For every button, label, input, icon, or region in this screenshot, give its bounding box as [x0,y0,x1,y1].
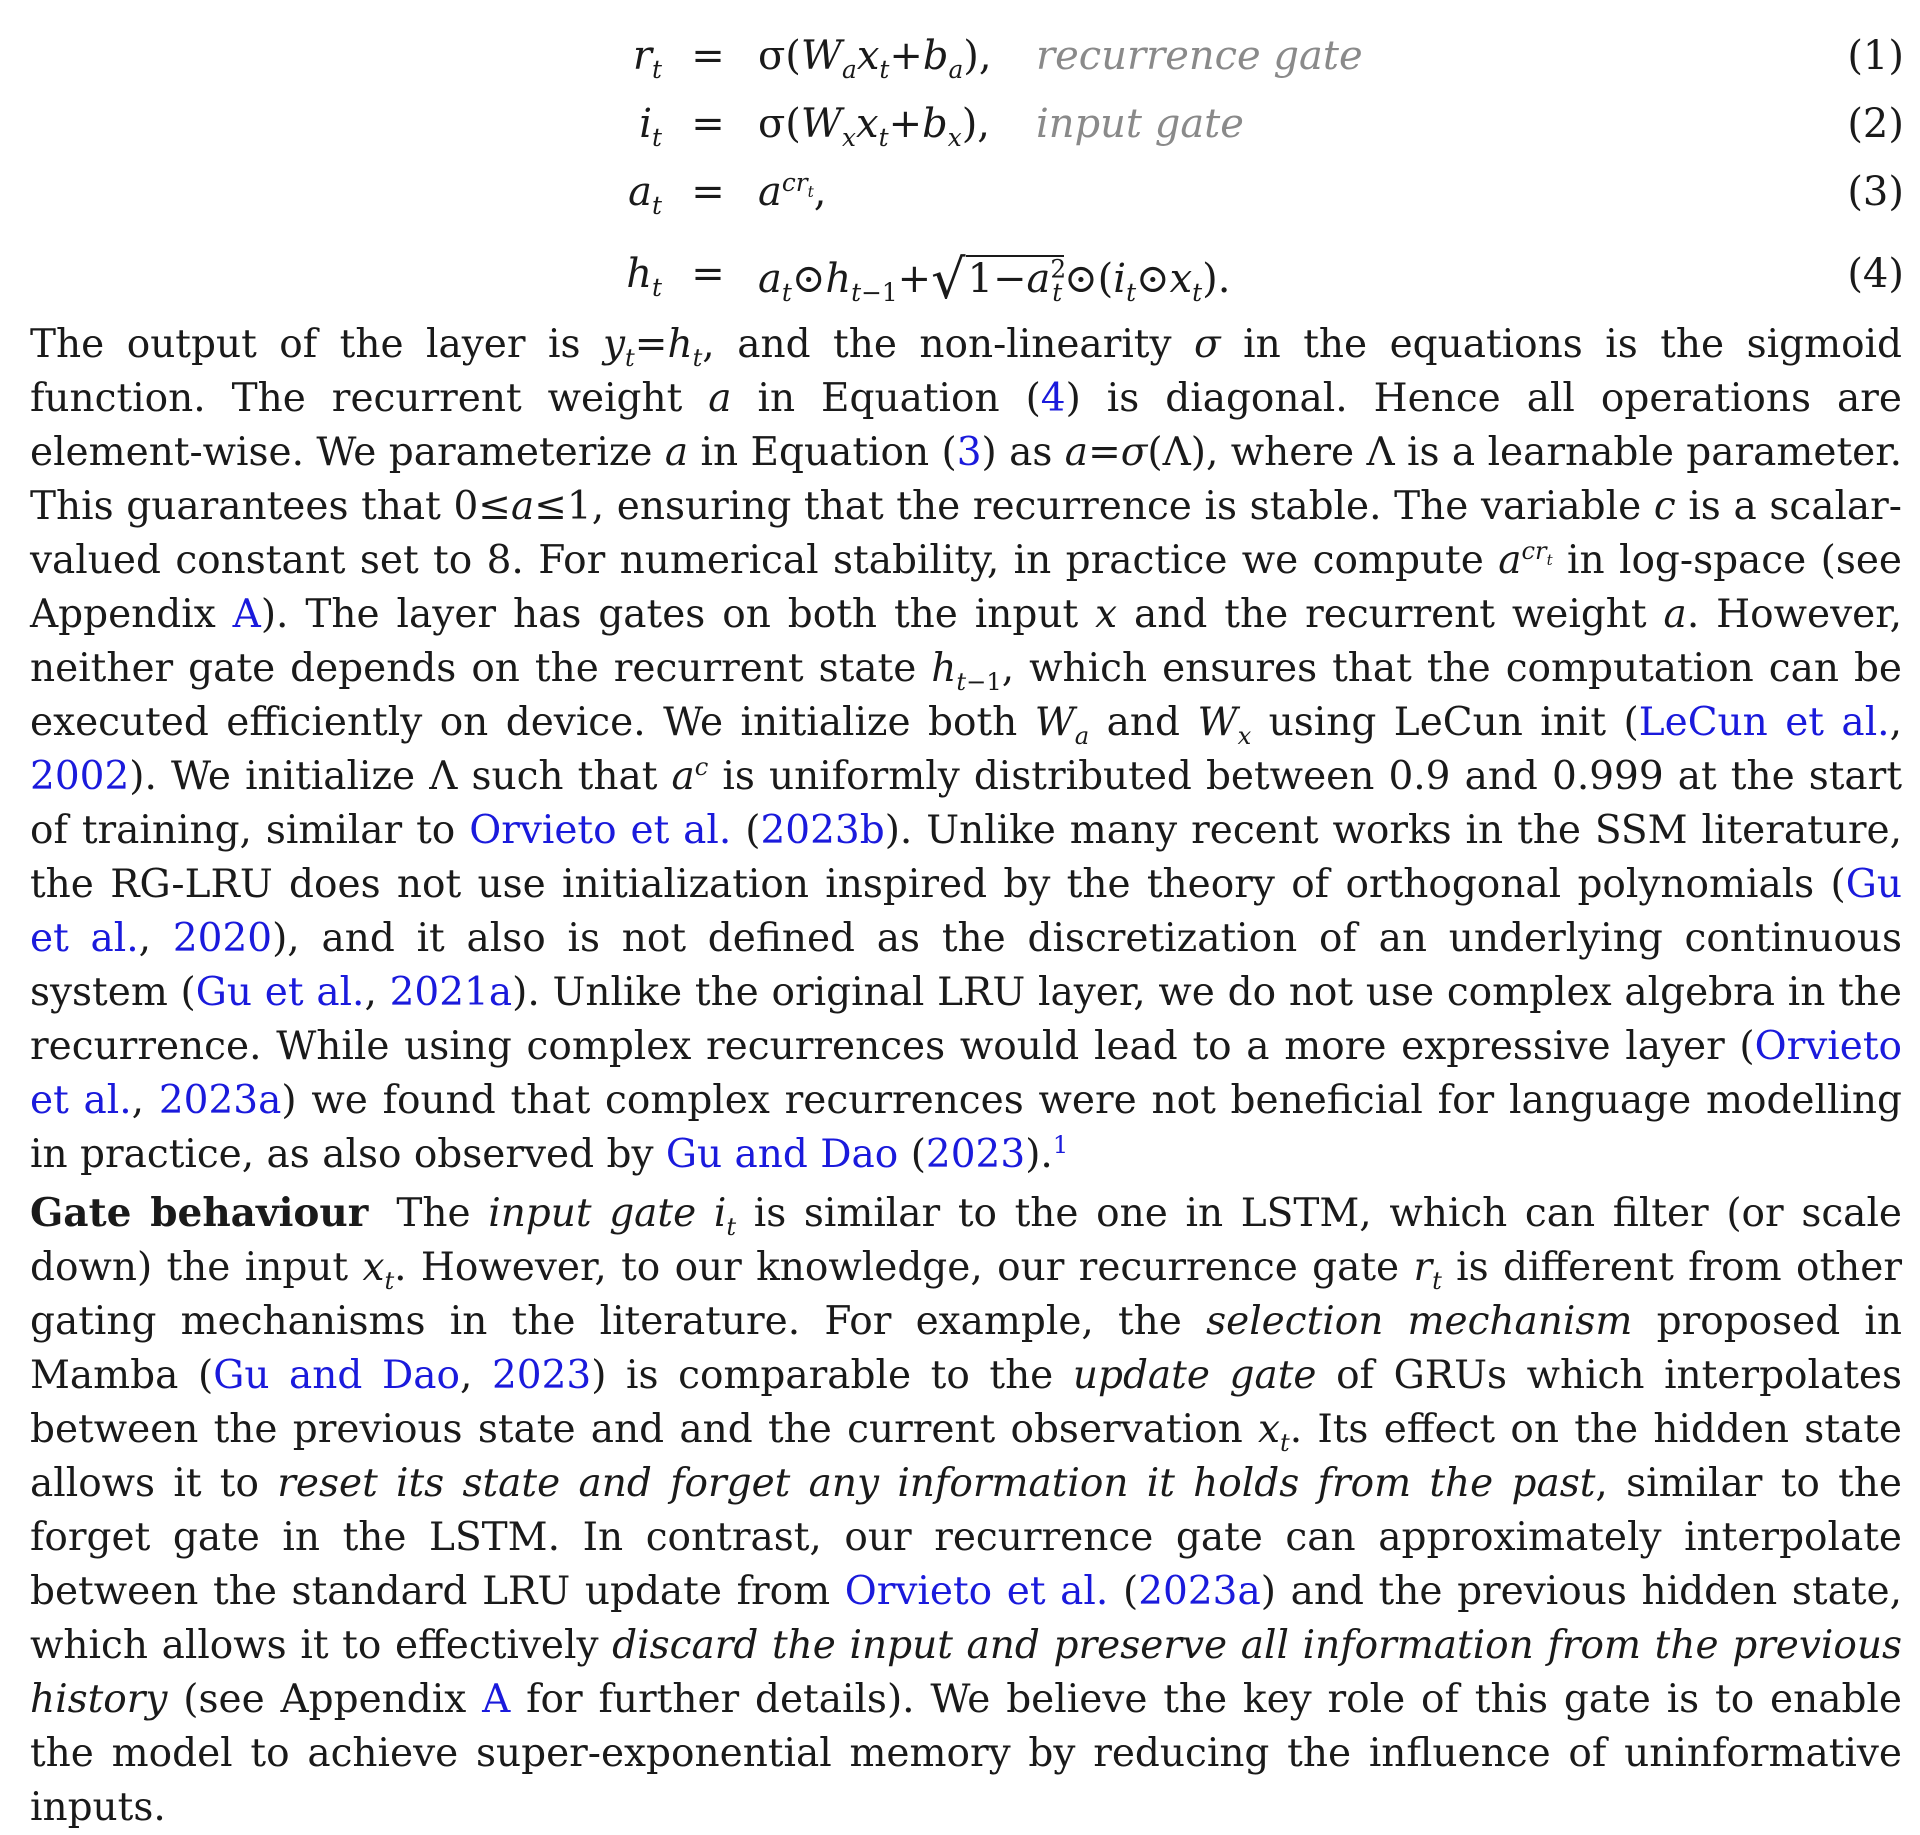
eq2-note: input gate [1036,101,1244,147]
citation-orvieto-2023a-year[interactable]: 2023a [158,1078,282,1123]
eq2-rhs: $\sigma(W_xx_t+b_x)$, [758,101,991,152]
citation-orvieto-2023a-b[interactable]: Orvieto et al. [844,1569,1109,1614]
citation-gu-2020-year[interactable]: 2020 [172,916,273,961]
eq2-number: (2) [1847,101,1904,147]
equation-1 [0,22,1920,90]
eq3-lhs-sub: t [652,191,662,220]
citation-orvieto-2023a-b-year[interactable]: 2023a [1138,1569,1261,1614]
eq3-rhs: $a^{cr_t}$, [758,167,827,215]
eq4-rhs: $a_t⊙h_{t-1}+√1-a^2_t⊙(i_t⊙x_t)$. [758,248,1231,311]
body-paragraph-1: The output of the layer is $y_t=h_t$, and the non-linearity σ in the equations is the sigmoid function. The recurrent weight a in Equation (4) is diagonal. Hence all operations are element-wise. We parameterize a in Equation (3) as a=σ(Λ), where Λ is a learnable parameter. This guarantees that 0≤a≤1, ensuring that the recurrence is stable. The variable c is a scalar-valued constant set to 8. For numerical stability, in practice we compute $a^{cr_t}$ in log-space (see Appendix A). The layer has gates on both the input x and the recurrent weight a. However, neither gate depends on the recurrent state $h_{t-1}$, which ensures that the computation can be executed efficiently on device. We initialize both $W_a$ and $W_x$ using LeCun init (LeCun et al., 2002). We initialize Λ such that $a^c$ is uniformly distributed between 0.9 and 0.999 at the start of training, similar to Orvieto et al. (2023b). Unlike many recent works in the SSM literature, the RG-LRU does not use initialization inspired by the theory of orthogonal polynomials (Gu et al., 2020), and it also is not defined as the discretization of an underlying continuous system (Gu et al., 2021a). Unlike the original LRU layer, we do not use complex algebra in the recurrence. While using complex recurrences would lead to a more expressive layer (Orvieto et al., 2023a) we found that complex recurrences were not beneficial for language modelling in practice, as also observed by Gu and Dao (2023).$^1$ [30,322,1903,1177]
citation-gu-dao-2023-b-year[interactable]: 2023 [491,1353,592,1398]
citation-lecun-2002-year[interactable]: 2002 [30,754,130,799]
eq1-number: (1) [1847,33,1904,79]
equation-3 [0,158,1920,226]
eq4-number: (4) [1847,251,1904,297]
equation-2 [0,90,1920,158]
eq3-number: (3) [1847,169,1904,215]
eq2-equals: = [691,101,725,147]
eq3-equals: = [691,169,725,215]
equation-4 [0,226,1920,322]
appendix-ref-a[interactable]: A [232,592,261,637]
equation-ref-4[interactable]: 4 [1040,376,1066,421]
citation-gu-dao-2023-b[interactable]: Gu and Dao [213,1353,460,1398]
citation-orvieto-2023b-year[interactable]: 2023b [760,808,885,853]
eq1-note: recurrence gate [1036,33,1363,79]
eq1-equals: = [691,33,725,79]
citation-gu-2021a-year[interactable]: 2021a [389,970,513,1015]
eq2-lhs-sub: t [652,123,662,152]
eq3-lhs: a [628,169,653,215]
body-paragraph-2: Gate behaviour The input gate $i_t$ is similar to the one in LSTM, which can filter (or scale down) the input $x_t$. However, to our knowledge, our recurrence gate $r_t$ is different from other gating mechanisms in the literature. For example, the selection mechanism proposed in Mamba (Gu and Dao, 2023) is comparable to the update gate of GRUs which interpolates between the previous state and and the current observation $x_t$. Its effect on the hidden state allows it to reset its state and forget any information it holds from the past, similar to the forget gate in the LSTM. In contrast, our recurrence gate can approximately interpolate between the standard LRU update from Orvieto et al. (2023a) and the previous hidden state, which allows it to effectively discard the input and preserve all information from the previous history (see Appendix A for further details). We believe the key role of this gate is to enable the model to achieve super-exponential memory by reducing the influence of uninformative inputs. [30,1190,1903,1830]
citation-lecun-2002[interactable]: LeCun et al. [1638,700,1890,745]
appendix-ref-a-b[interactable]: A [482,1677,511,1722]
citation-orvieto-2023b[interactable]: Orvieto et al. [469,808,732,853]
citation-gu-dao-2023[interactable]: Gu and Dao [665,1132,899,1177]
section-heading-gate-behaviour: Gate behaviour [30,1190,369,1236]
equation-ref-3[interactable]: 3 [956,430,982,475]
eq4-lhs-sub: t [652,273,662,302]
eq2-lhs: i [639,101,653,147]
footnote-marker-1[interactable]: 1 [1052,1131,1069,1159]
eq1-rhs: $\sigma(W_ax_t+b_a)$, [758,33,992,84]
equation-block [0,22,1920,322]
citation-orvieto-2023a[interactable]: Orvieto et al. [30,1024,1902,1123]
eq4-equals: = [691,251,725,297]
citation-gu-dao-2023-year[interactable]: 2023 [925,1132,1026,1177]
citation-gu-2021a[interactable]: Gu et al. [195,970,365,1015]
eq4-lhs: h [626,251,653,297]
eq1-lhs: r [632,33,653,79]
citation-gu-2020[interactable]: Gu et al. [30,862,1902,961]
eq1-lhs-sub: t [652,55,662,84]
